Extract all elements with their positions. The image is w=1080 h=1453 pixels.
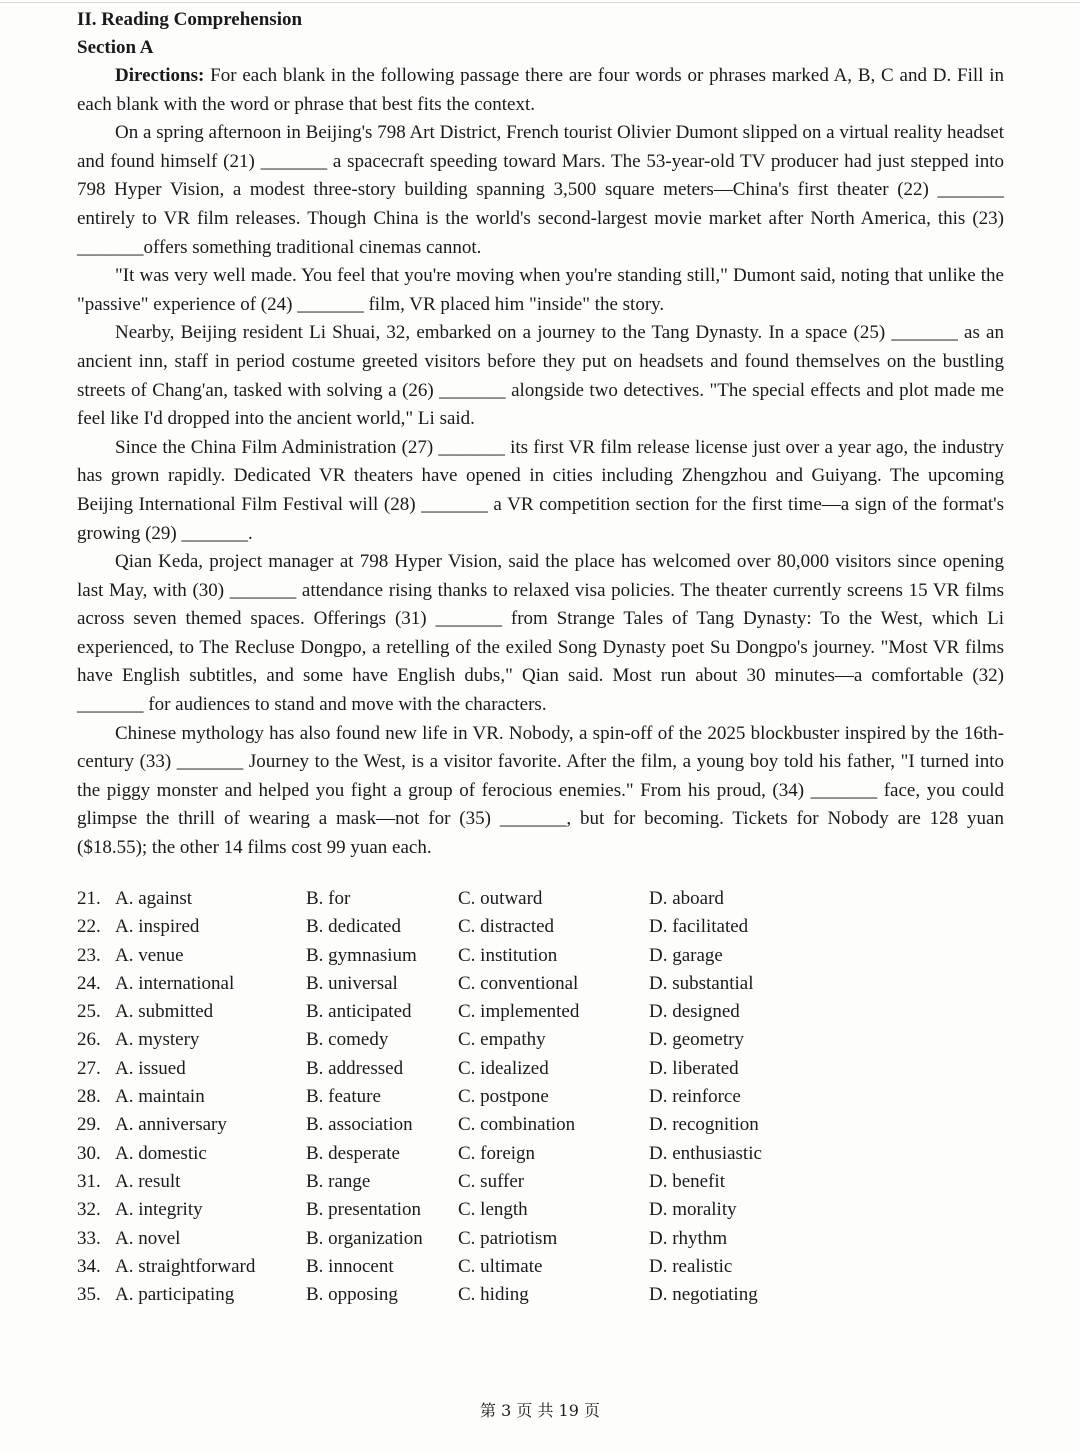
option-d: D. substantial	[649, 972, 754, 994]
option-b: B. opposing	[306, 1284, 398, 1306]
option-c: C. length	[458, 1199, 528, 1221]
option-a: A. straightforward	[115, 1255, 256, 1277]
passage-paragraph-6: Chinese mythology has also found new life in VR. Nobody, a spin-off of the 2025 blockbuster inspired by the 16th-century (33) _______ Journey to the West, is a visitor favorite. After the film, a young boy told his father, "I turned into the piggy monster and helped you fight a group of ferocious enemies." From his proud, (34) _______ face, you could glimpse the thrill of wearing a mask—not for (35) _______, but for becoming. Tickets for Nobody are 128 yuan ($18.55); the other 14 films cost 99 yuan each.	[77, 722, 1004, 859]
option-b: B. association	[306, 1114, 413, 1136]
option-b: B. desperate	[306, 1142, 400, 1164]
question-number: 31.	[77, 1170, 101, 1192]
question-row	[77, 1253, 1004, 1281]
option-b: B. range	[306, 1170, 371, 1192]
option-a: A. maintain	[115, 1086, 205, 1108]
question-number: 24.	[77, 972, 101, 994]
passage-paragraph-2: "It was very well made. You feel that you're moving when you're standing still," Dumont said, noting that unlike the "passive" experience of (24) _______ film, VR placed him "inside" the story.	[77, 265, 1004, 315]
question-row	[77, 1055, 1004, 1083]
option-b: B. organization	[306, 1227, 423, 1249]
question-row	[77, 1026, 1004, 1054]
option-b: B. presentation	[306, 1199, 422, 1221]
option-d: D. enthusiastic	[649, 1142, 762, 1164]
option-b: B. universal	[306, 972, 398, 994]
question-number: 32.	[77, 1199, 101, 1221]
option-c: C. suffer	[458, 1170, 525, 1192]
option-a: A. inspired	[115, 916, 200, 938]
option-a: A. integrity	[115, 1199, 203, 1221]
directions	[77, 62, 1004, 119]
directions-label: Directions:	[115, 65, 205, 86]
option-d: D. recognition	[649, 1114, 759, 1136]
option-c: C. implemented	[458, 1001, 580, 1023]
option-b: B. gymnasium	[306, 944, 417, 966]
option-c: C. patriotism	[458, 1227, 558, 1249]
question-row	[77, 970, 1004, 998]
question-number: 21.	[77, 888, 101, 909]
question-row	[77, 1083, 1004, 1111]
option-c: C. idealized	[458, 1057, 549, 1079]
top-divider	[0, 2, 1080, 3]
option-c: C. combination	[458, 1114, 576, 1136]
option-a: A. anniversary	[115, 1114, 227, 1136]
question-number: 26.	[77, 1029, 101, 1051]
option-a: A. domestic	[115, 1142, 207, 1164]
question-number: 25.	[77, 1001, 101, 1023]
question-row	[77, 942, 1004, 970]
option-d: D. facilitated	[649, 916, 749, 938]
option-a: A. venue	[115, 944, 184, 966]
question-number: 34.	[77, 1255, 101, 1277]
option-d: D. benefit	[649, 1170, 725, 1192]
question-number: 30.	[77, 1142, 101, 1164]
option-d: D. designed	[649, 1001, 740, 1023]
option-a: A. participating	[115, 1284, 235, 1306]
option-c: C. outward	[458, 888, 543, 909]
option-a: A. submitted	[115, 1001, 214, 1023]
option-c: C. distracted	[458, 916, 555, 938]
option-d: D. morality	[649, 1199, 737, 1221]
question-number: 22.	[77, 916, 101, 938]
option-b: B. feature	[306, 1086, 381, 1108]
option-c: C. institution	[458, 944, 558, 966]
passage-paragraph-5: Qian Keda, project manager at 798 Hyper Vision, said the place has welcomed over 80,000 visitors since opening last May, with (30) _______ attendance rising thanks to relaxed visa policies. The theater currently screens 15 VR films across seven themed spaces. Offerings (31) _______ from Strange Tales of Tang Dynasty: To the West, which Li experienced, to The Recluse Dongpo, a retelling of the exiled Song Dynasty poet Su Dongpo's journey. "Most VR films have English subtitles, and some have English dubs," Qian said. Most run about 30 minutes—a comfortable (32) _______ for audiences to stand and move with the characters.	[77, 551, 1004, 716]
question-row	[77, 885, 1004, 913]
option-c: C. hiding	[458, 1284, 529, 1306]
question-row	[77, 1281, 1004, 1309]
passage-paragraph-4: Since the China Film Administration (27) _______ its first VR film release license just over a year ago, the industry has grown rapidly. Dedicated VR theaters have opened in cities including Zhengzhou and Guiyang. The upcoming Beijing International Film Festival will (28) _______ a VR competition section for the first time—a sign of the format's growing (29) _______.	[77, 436, 1004, 544]
option-b: B. innocent	[306, 1255, 394, 1277]
question-row	[77, 1225, 1004, 1253]
page-number: 第 3 页 共 19 页	[480, 1401, 600, 1420]
part-title: II. Reading Comprehension	[77, 9, 303, 30]
option-d: D. aboard	[649, 888, 724, 909]
option-d: D. geometry	[649, 1029, 744, 1051]
option-b: B. anticipated	[306, 1001, 412, 1023]
option-c: C. ultimate	[458, 1255, 543, 1277]
option-a: A. issued	[115, 1057, 186, 1079]
question-number: 35.	[77, 1284, 101, 1306]
option-d: D. liberated	[649, 1057, 739, 1079]
option-b: B. comedy	[306, 1029, 389, 1051]
question-row	[77, 1140, 1004, 1168]
section-title: Section A	[77, 37, 154, 58]
passage-paragraph-3: Nearby, Beijing resident Li Shuai, 32, embarked on a journey to the Tang Dynasty. In a space (25) _______ as an ancient inn, staff in period costume greeted visitors before they put on headsets and found themselves on the bustling streets of Chang'an, tasked with solving a (26) _______ alongside two detectives. "The special effects and plot made me feel like I'd dropped into the ancient world," Li said.	[77, 322, 1004, 430]
directions-text: For each blank in the following passage there are four words or phrases marked A, B, C and D. Fill in each blank with the word or phrase that best fits the context.	[77, 65, 1004, 115]
option-d: D. rhythm	[649, 1227, 728, 1249]
option-c: C. postpone	[458, 1086, 549, 1108]
option-c: C. foreign	[458, 1142, 536, 1164]
question-row	[77, 1168, 1004, 1196]
option-d: D. negotiating	[649, 1284, 758, 1306]
question-number: 23.	[77, 944, 101, 966]
option-a: A. result	[115, 1170, 181, 1192]
option-d: D. realistic	[649, 1255, 733, 1277]
option-d: D. garage	[649, 944, 723, 966]
question-number: 29.	[77, 1114, 101, 1136]
option-d: D. reinforce	[649, 1086, 741, 1108]
question-row	[77, 998, 1004, 1026]
question-number: 33.	[77, 1227, 101, 1249]
option-a: A. novel	[115, 1227, 181, 1249]
option-a: A. mystery	[115, 1029, 200, 1051]
question-row	[77, 1196, 1004, 1224]
question-row	[77, 913, 1004, 941]
option-a: A. international	[115, 972, 235, 994]
question-row	[77, 1111, 1004, 1139]
question-number: 27.	[77, 1057, 101, 1079]
reading-section	[77, 6, 1004, 863]
answer-options	[77, 885, 1004, 1309]
option-a: A. against	[115, 888, 193, 909]
passage	[77, 119, 1004, 862]
option-b: B. dedicated	[306, 916, 401, 938]
option-c: C. empathy	[458, 1029, 546, 1051]
option-b: B. for	[306, 888, 351, 909]
option-c: C. conventional	[458, 972, 579, 994]
passage-paragraph-1: On a spring afternoon in Beijing's 798 Art District, French tourist Olivier Dumont slipped on a virtual reality headset and found himself (21) _______ a spacecraft speeding toward Mars. The 53-year-old TV producer had just stepped into 798 Hyper Vision, a modest three-story building spanning 3,500 square meters—China's first theater (22) _______ entirely to VR film releases. Though China is the world's second-largest movie market after North America, this (23) _______offers something traditional cinemas cannot.	[77, 122, 1004, 258]
option-b: B. addressed	[306, 1057, 404, 1079]
question-number: 28.	[77, 1086, 101, 1108]
